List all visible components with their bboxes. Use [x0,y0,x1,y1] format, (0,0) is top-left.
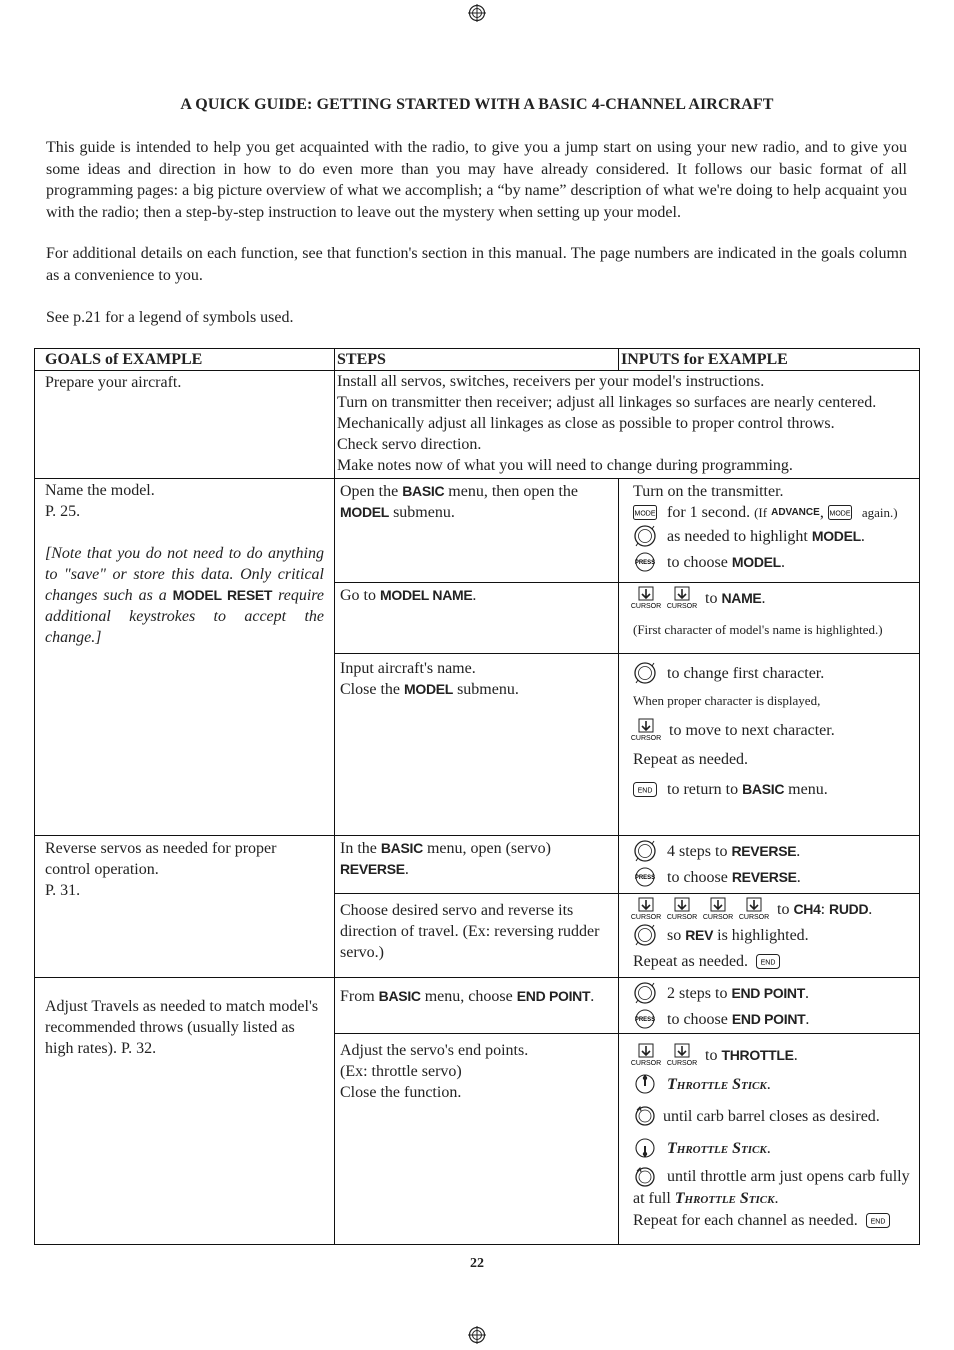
save-note: [Note that you do not need to do anything to "save" or store this data. Only critical changes such as a MODEL RESET require additional keystrokes to accept the change.] [45,545,324,646]
header-inputs: INPUTS for EXAMPLE [619,349,920,371]
input-line: as needed to highlight MODEL . [633,523,913,549]
input-line: Turn on the transmitter. [633,483,784,500]
input-line: Repeat for each channel as needed. END [633,1209,913,1231]
cursor-down-icon [666,586,698,610]
input-line: When proper character is displayed, [633,693,821,708]
dial-press-icon [633,1007,657,1031]
input-line: so REV is highlighted. [633,922,913,948]
svg-text:MODE: MODE [634,510,656,518]
intro-paragraph: This guide is intended to help you get acquainted with the radio, to give you a jump start on using your new radio, and to give you some ideas and direction in how to do even more than you may have already considered. It follows our basic format of all programming pages: a big picture overview of what we accomplish; a “by name” description of what we're doing to help acquaint you with the radio; then a step-by-step instruction to leave out the mystery when setting up your model. [46,139,907,221]
svg-text:CURSOR: CURSOR [702,914,734,921]
svg-text:CURSOR: CURSOR [630,603,662,610]
input-line: PRESS to choose END POINT . [633,1006,913,1032]
cursor-down-icon [666,1043,698,1067]
cursor-down-icon [666,897,698,921]
step-cell: Open the BASIC menu, then open the MODEL submenu. [335,479,619,583]
page-number: 22 [470,1256,484,1271]
registration-mark-icon [468,4,486,22]
page-title: A QUICK GUIDE: GETTING STARTED WITH A BASIC 4-CHANNEL AIRCRAFT [180,96,774,113]
svg-text:CURSOR: CURSOR [630,1060,662,1067]
cursor-down-icon [630,718,662,742]
goal-text: Adjust Travels as needed to match model's recommended throws (usually listed as high rates). P. 32. [45,998,319,1057]
table-header-row [35,349,920,371]
step-line: Check servo direction. [337,436,482,453]
dial-icon [633,839,657,863]
mode-key-icon [633,505,657,520]
dial-rotate-icon [633,1166,657,1188]
input-cell [619,583,920,654]
header-goals: GOALS of EXAMPLE [35,349,335,371]
input-cell [619,894,920,978]
step-line: Input aircraft's name. [340,660,476,677]
input-line: 4 steps to REVERSE . [633,838,913,864]
input-line: Throttle Stick . [633,1068,913,1100]
svg-text:END: END [637,787,653,794]
dial-icon [633,923,657,947]
table-row [35,978,920,1034]
dial-press-icon [633,865,657,889]
input-cell [619,1034,920,1245]
input-line: 2 steps to END POINT . [633,980,913,1006]
input-line: CURSOR CURSOR CURSOR CURSOR to CH4 : RUDD . [633,896,913,922]
input-cell [619,479,920,583]
step-line: Mechanically adjust all linkages as close as possible to proper control throws. [337,415,835,432]
input-cell [619,654,920,836]
svg-text:CURSOR: CURSOR [630,914,662,921]
page-reference: P. 31. [45,882,81,899]
cursor-down-icon [630,586,662,610]
header-steps: STEPS [335,349,619,371]
table-row [35,371,920,479]
input-line: CURSOR CURSOR to THROTTLE . [633,1042,913,1068]
input-cell [619,836,920,894]
goal-text: Reverse servos as needed for proper control operation. [45,840,277,878]
svg-text:PRESS: PRESS [634,875,656,881]
step-cell [335,654,619,836]
dial-icon [633,981,657,1005]
goal-text: Name the model. [45,482,155,499]
step-line: Close the function. [340,1084,462,1101]
input-cell [619,978,920,1034]
input-line: Throttle Stick . [633,1132,913,1164]
goal-cell [35,371,335,479]
dial-icon [633,524,657,548]
steps-cell [335,371,920,479]
svg-text:MODE: MODE [829,510,851,518]
input-line: CURSOR to move to next character. [633,717,913,743]
quick-guide-table [34,348,920,1245]
input-line: CURSOR CURSOR to NAME . [633,585,913,611]
svg-text:PRESS: PRESS [634,1017,656,1023]
step-line: Make notes now of what you will need to change during programming. [337,457,793,474]
cursor-down-icon [630,1043,662,1067]
end-key-icon [866,1213,890,1228]
step-cell: Choose desired servo and reverse its direction of travel. (Ex: reversing rudder servo.) [335,894,619,978]
cursor-down-icon [630,897,662,921]
input-line: PRESS to choose MODEL . [633,549,913,575]
svg-text:CURSOR: CURSOR [738,914,770,921]
input-line: until carb barrel closes as desired. [633,1100,913,1132]
stick-icon [633,1072,657,1096]
step-line: Install all servos, switches, receivers per your model's instructions. [337,373,765,390]
svg-text:CURSOR: CURSOR [630,735,662,742]
goal-text: Prepare your aircraft. [45,374,182,391]
end-key-icon [633,782,657,797]
table-row [35,479,920,583]
mode-key-icon [828,505,852,520]
svg-text:CURSOR: CURSOR [666,1060,698,1067]
step-line: Adjust the servo's end points. [340,1042,529,1059]
step-cell [335,1034,619,1245]
input-line: Repeat as needed. END [633,948,913,974]
step-cell: In the BASIC menu, open (servo) REVERSE. [335,836,619,894]
stick-icon [633,1136,657,1160]
table-row [35,836,920,894]
cursor-down-icon [738,897,770,921]
input-line: PRESS to choose REVERSE . [633,864,913,890]
registration-mark-icon [468,1326,486,1344]
step-line: Close the MODEL submenu. [340,681,519,698]
svg-text:END: END [760,959,776,966]
details-paragraph: For additional details on each function, see that function's section in this manual. The page numbers are indicated in the goals column as a convenience to you. [46,245,907,284]
svg-text:CURSOR: CURSOR [666,914,698,921]
dial-icon [633,661,657,685]
cursor-down-icon [702,897,734,921]
goal-cell [35,978,335,1245]
step-line: Turn on transmitter then receiver; adjust all linkages so surfaces are nearly centered. [337,394,877,411]
goal-cell [35,479,335,836]
input-line: Repeat as needed. [633,751,749,768]
dial-press-icon [633,550,657,574]
svg-text:END: END [870,1218,886,1226]
svg-text:CURSOR: CURSOR [666,603,698,610]
input-line: MODE for 1 second. (If ADVANCE , MODE again.) [634,504,898,521]
legend-reference: See p.21 for a legend of symbols used. [46,309,294,326]
input-line: until throttle arm just opens carb fully at full Throttle Stick. [633,1168,910,1208]
dial-rotate-icon [633,1104,657,1128]
step-cell: Go to MODEL NAME. [335,583,619,654]
step-line: (Ex: throttle servo) [340,1063,462,1080]
svg-text:PRESS: PRESS [634,560,656,566]
input-line: END to return to BASIC menu. [633,776,913,802]
input-line: to change first character. [633,660,913,686]
input-line: (First character of model's name is highlighted.) [633,622,883,637]
goal-cell [35,836,335,978]
page-reference: P. 25. [45,503,81,520]
end-key-icon [756,954,780,969]
step-cell: From BASIC menu, choose END POINT. [335,978,619,1034]
